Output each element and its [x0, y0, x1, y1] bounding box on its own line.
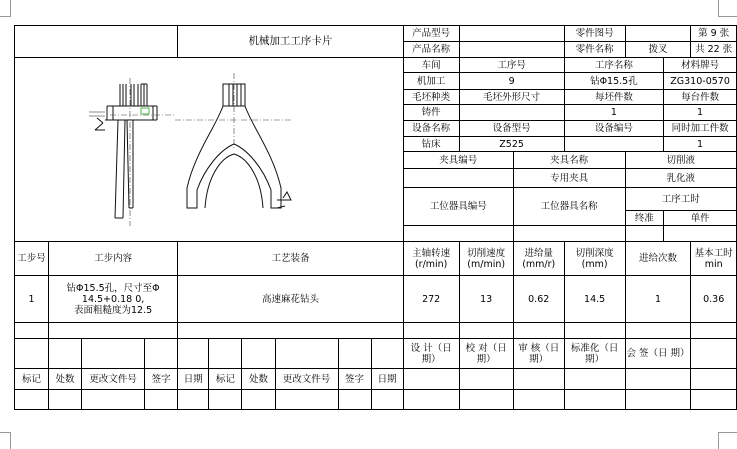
col-spindle-speed: 主轴转速(r/min): [403, 242, 459, 276]
signoff-blank-5: [178, 339, 209, 369]
op-name-value: 钻Φ15.5孔: [564, 73, 664, 90]
equip-model-label: 设备型号: [459, 121, 564, 137]
part-drawing-label: 零件图号: [564, 26, 625, 42]
front-view-drawing: [187, 84, 291, 208]
design-date: 设 计（日 期）: [403, 339, 459, 369]
parts-per-label: 每台件数: [664, 90, 737, 105]
process-card-table: [14, 25, 737, 410]
col-step-content: 工步内容: [49, 242, 178, 276]
product-model-label: 产品型号: [403, 26, 459, 42]
revision-mark-label-2: 标记: [209, 369, 242, 390]
blank-type-label: 毛坯种类: [403, 90, 459, 105]
fixture-no-value: [403, 169, 513, 188]
step-depth: 14.5: [564, 276, 625, 323]
review-date: 审 核（日 期）: [513, 339, 564, 369]
final-value: [625, 226, 664, 242]
col-passes: 进给次数: [625, 242, 691, 276]
coolant-label: 切削液: [625, 152, 736, 169]
part-name-value: 拨叉: [625, 42, 691, 58]
revision-doc-label-2: 更改文件号: [275, 369, 338, 390]
signoff-blank-7: [242, 339, 275, 369]
locating-mark: [141, 108, 149, 114]
unit-value: [664, 226, 737, 242]
step-feed: 0.62: [513, 276, 564, 323]
step-passes: 1: [625, 276, 691, 323]
step-content-line-2: 14.5+0.18 0,: [81, 293, 145, 305]
step-spindle-speed: 272: [403, 276, 459, 323]
side-view-centerlines: [89, 78, 175, 226]
fixture-name-value: 专用夹具: [513, 169, 625, 188]
step-content: [49, 276, 178, 323]
col-equipment: 工艺装备: [178, 242, 404, 276]
revision-sign-label-2: 签字: [338, 369, 371, 390]
revision-sign-label: 签字: [145, 369, 178, 390]
corner-mark-bottom-right-h: [718, 432, 737, 433]
revision-doc-label: 更改文件号: [82, 369, 145, 390]
signoff-blank-4: [145, 339, 178, 369]
step-row: [15, 276, 737, 323]
op-no-value: 9: [459, 73, 564, 90]
signoff-blank-8: [275, 339, 338, 369]
standardize-date: 标准化（日 期）: [564, 339, 625, 369]
station-no-value: [403, 226, 513, 242]
op-time-label: 工序工时: [625, 188, 736, 211]
side-view-drawing: [95, 84, 157, 218]
equip-no-value: [564, 137, 664, 152]
step-no: 1: [15, 276, 49, 323]
signoff-blank-6: [209, 339, 242, 369]
front-view-centerlines: [175, 73, 293, 150]
step-row-empty: [15, 323, 737, 339]
material-label: 材料牌号: [664, 58, 737, 73]
corner-mark-bottom-right: [718, 432, 719, 449]
signoff-blank-9: [338, 339, 371, 369]
fixture-name-label: 夹具名称: [513, 152, 625, 169]
blank-qty-label: 每坯件数: [564, 90, 664, 105]
final-label: 终准: [625, 211, 664, 226]
op-no-label: 工序号: [459, 58, 564, 73]
fixture-no-label: 夹具编号: [403, 152, 513, 169]
product-model-value: [459, 26, 564, 42]
sheet-number: 第 9 张: [691, 26, 737, 42]
step-equipment: 高速麻花钻头: [178, 276, 404, 323]
card-title: 机械加工工序卡片: [178, 26, 404, 58]
blank-type-value: 铸件: [403, 105, 459, 121]
blank-size-label: 毛坯外形尺寸: [459, 90, 564, 105]
sheet-total: 共 22 张: [691, 42, 737, 58]
station-no-label: 工位器具编号: [403, 188, 513, 226]
simul-value: 1: [664, 137, 737, 152]
step-content-line-3: 表面粗糙度为12.5: [74, 304, 153, 316]
revision-row-empty: [15, 390, 737, 410]
op-name-label: 工序名称: [564, 58, 664, 73]
step-content-line-1: 钻Φ15.5孔，尺寸至Φ: [66, 282, 160, 294]
col-feed: 进给量(mm/r): [513, 242, 564, 276]
revision-date-label-2: 日期: [371, 369, 403, 390]
fork-drawing: [15, 58, 353, 241]
step-cutting-speed: 13: [459, 276, 513, 323]
col-cutting-speed: 切削速度(m/min): [459, 242, 513, 276]
countersign-date: 会 签（日 期）: [625, 339, 691, 369]
station-name-label: 工位器具名称: [513, 188, 625, 226]
top-left-blank: [15, 26, 178, 58]
step-basic-time: 0.36: [691, 276, 737, 323]
equip-model-value: Z525: [459, 137, 564, 152]
unit-label: 单件: [664, 211, 737, 226]
signoff-blank-2: [49, 339, 82, 369]
revision-mark-label: 标记: [15, 369, 49, 390]
revision-count-label-2: 处数: [242, 369, 275, 390]
col-step-no: 工步号: [15, 242, 49, 276]
revision-count-label: 处数: [49, 369, 82, 390]
col-depth: 切削深度(mm): [564, 242, 625, 276]
product-name-label: 产品名称: [403, 42, 459, 58]
signoff-blank-1: [15, 339, 49, 369]
station-name-value: [513, 226, 625, 242]
simul-label: 同时加工件数: [664, 121, 737, 137]
corner-mark-bottom-left-h: [0, 432, 11, 433]
workshop-label: 车间: [403, 58, 459, 73]
part-drawing-value: [625, 26, 691, 42]
corner-mark-top-right: [718, 0, 719, 17]
proofread-date: 校 对（日 期）: [459, 339, 513, 369]
corner-mark-bottom-left: [10, 432, 11, 449]
corner-mark-top-left-h: [0, 16, 11, 17]
coolant-value: 乳化液: [625, 169, 736, 188]
equip-name-label: 设备名称: [403, 121, 459, 137]
product-name-value: [459, 42, 564, 58]
corner-mark-top-right-h: [718, 16, 737, 17]
revision-date-label: 日期: [178, 369, 209, 390]
parts-per-value: 1: [664, 105, 737, 121]
equip-no-label: 设备编号: [564, 121, 664, 137]
corner-mark-top-left: [10, 0, 11, 17]
blank-qty-value: 1: [564, 105, 664, 121]
signoff-blank-end: [691, 339, 737, 369]
blank-size-value: [459, 105, 564, 121]
material-value: ZG310-0570: [664, 73, 737, 90]
signoff-blank-3: [82, 339, 145, 369]
signoff-blank-10: [371, 339, 403, 369]
equip-name-value: 钻床: [403, 137, 459, 152]
col-basic-time: 基本工时min: [691, 242, 737, 276]
part-name-label: 零件名称: [564, 42, 625, 58]
workshop-value: 机加工: [403, 73, 459, 90]
part-drawing-area: [15, 58, 404, 242]
